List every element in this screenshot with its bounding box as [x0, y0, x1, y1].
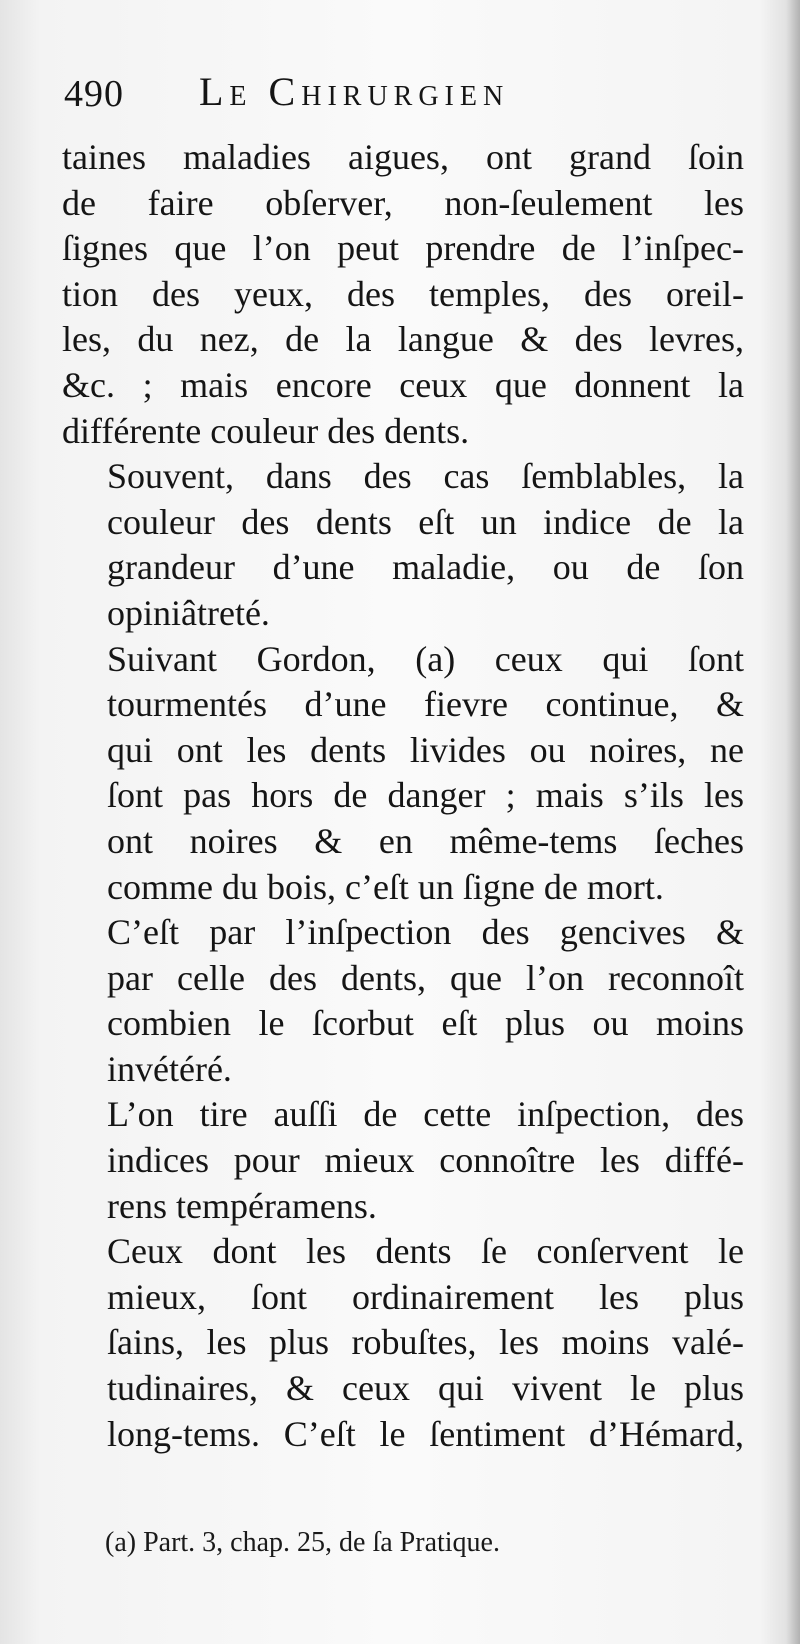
footnote: (a) Part. 3, chap. 25, de ſa Pratique.: [105, 1527, 500, 1558]
text-line: ſignes que l’on peut prendre de l’inſpec-: [62, 228, 744, 269]
text-line: C’eſt par l’inſpection des gencives &: [107, 912, 744, 953]
page-header: [64, 68, 664, 128]
text-body: [62, 135, 744, 1457]
text-line: par celle des dents, que l’on reconnoît: [107, 957, 744, 998]
paragraph-1: [62, 135, 744, 454]
text-line: différente couleur des dents.: [62, 410, 470, 451]
paragraph-5: [62, 1092, 744, 1229]
paragraph-4: [62, 910, 744, 1092]
text-line: Ceux dont les dents ſe conſervent le: [107, 1231, 744, 1272]
text-line: couleur des dents eſt un indice de la: [107, 501, 744, 542]
text-line: tion des yeux, des temples, des oreil-: [62, 273, 744, 314]
text-line: tourmentés d’une fievre continue, &: [107, 684, 744, 725]
text-line: comme du bois, c’eſt un ſigne de mort.: [107, 866, 664, 907]
running-title: Le Chirurgien: [199, 69, 510, 114]
text-line: de faire obſerver, non-ſeulement les: [62, 182, 744, 223]
page-number: 490: [64, 73, 124, 115]
text-line: invétéré.: [107, 1048, 232, 1089]
text-line: opiniâtreté.: [107, 592, 270, 633]
paragraph-3: [62, 637, 744, 911]
text-line: ont noires & en même-tems ſeches: [107, 820, 744, 861]
text-line: les, du nez, de la langue & des levres,: [62, 319, 744, 360]
paragraph-2: [62, 454, 744, 636]
text-line: L’on tire auſſi de cette inſpection, des: [107, 1094, 744, 1135]
text-line: &c. ; mais encore ceux que donnent la: [62, 364, 744, 405]
text-line: Suivant Gordon, (a) ceux qui ſont: [107, 638, 744, 679]
text-line: ſont pas hors de danger ; mais s’ils les: [107, 775, 744, 816]
text-line: Souvent, dans des cas ſemblables, la: [107, 456, 744, 497]
text-line: grandeur d’une maladie, ou de ſon: [107, 547, 744, 588]
text-line: mieux, ſont ordinairement les plus: [107, 1276, 744, 1317]
text-line: qui ont les dents livides ou noires, ne: [107, 729, 744, 770]
text-line: rens tempéramens.: [107, 1185, 377, 1226]
paragraph-6: [62, 1229, 744, 1457]
text-line: tudinaires, & ceux qui vivent le plus: [107, 1368, 744, 1409]
text-line: taines maladies aigues, ont grand ſoin: [62, 137, 744, 177]
text-line: ſains, les plus robuſtes, les moins valé-: [107, 1322, 744, 1363]
text-line: long-tems. C’eſt le ſentiment d’Hémard,: [107, 1413, 744, 1454]
text-line: combien le ſcorbut eſt plus ou moins: [107, 1003, 744, 1044]
text-line: indices pour mieux connoître les diffé-: [107, 1140, 744, 1181]
